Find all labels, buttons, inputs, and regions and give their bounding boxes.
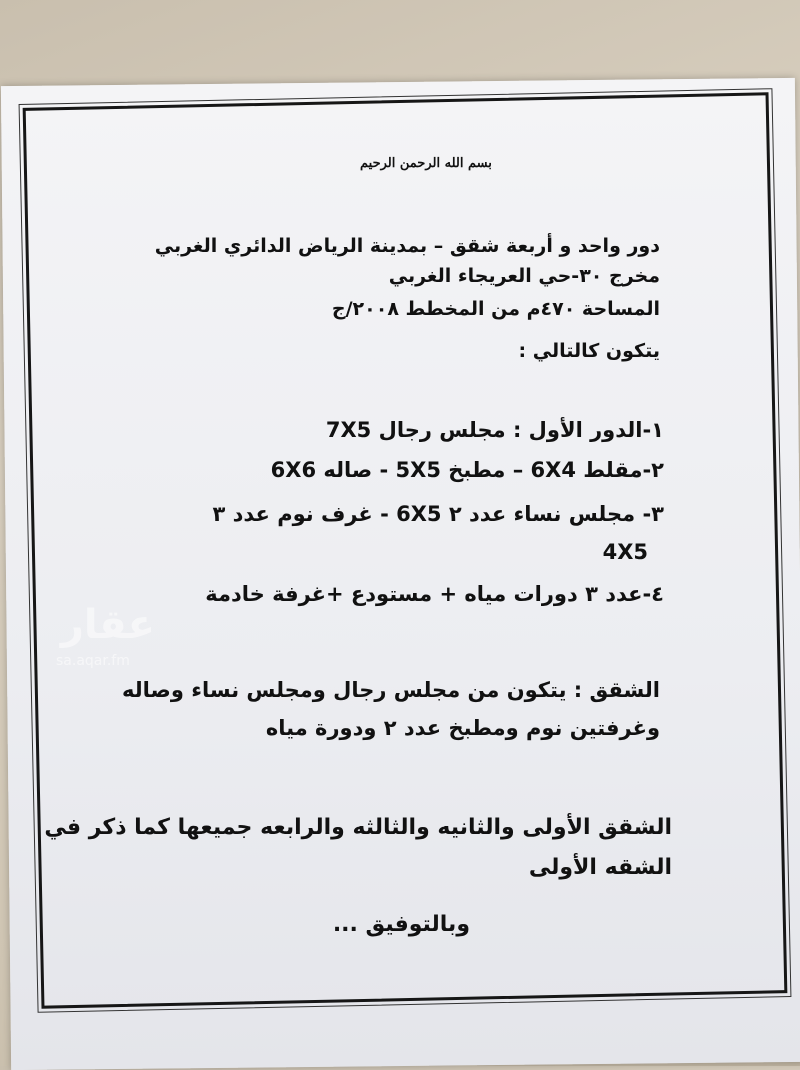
list-item-continuation: 4X5 <box>602 540 648 564</box>
list-item: ٣- مجلس نساء عدد ٢ 6X5 - غرف نوم عدد ٣ <box>212 502 664 526</box>
area-line: المساحة ٤٧٠م من المخطط ٢٠٠٨/ج <box>331 298 660 320</box>
watermark-logo: عقار <box>60 602 155 648</box>
composition-heading: يتكون كالتالي : <box>518 340 660 362</box>
watermark-url: sa.aqar.fm <box>56 653 130 669</box>
closing-line: وبالتوفيق ... <box>332 912 470 937</box>
apartments-note: الشقق الأولى والثانيه والثالثه والرابعه جميعها كما ذكر في <box>44 815 672 840</box>
document-border <box>23 92 788 1008</box>
list-item: ٤-عدد ٣ دورات مياه + مستودع +غرفة خادمة <box>205 582 664 606</box>
list-item: ٢-مقلط 6X4 – مطبخ 5X5 - صاله 6X6 <box>270 458 664 482</box>
list-item: ١-الدور الأول : مجلس رجال 7X5 <box>325 418 664 442</box>
title-line: دور واحد و أربعة شقق – بمدينة الرياض الدائري الغربي <box>154 235 660 257</box>
apartments-description: الشقق : يتكون من مجلس رجال ومجلس نساء وصاله <box>122 678 660 702</box>
apartments-note-continuation: الشقه الأولى <box>528 855 672 880</box>
basmala-heading: بسم الله الرحمن الرحيم <box>360 156 492 171</box>
location-line: مخرج ٣٠-حي العريجاء الغربي <box>388 265 660 287</box>
apartments-description-continuation: وغرفتين نوم ومطبخ عدد ٢ ودورة مياه <box>265 716 660 740</box>
aqar-watermark <box>30 603 160 673</box>
